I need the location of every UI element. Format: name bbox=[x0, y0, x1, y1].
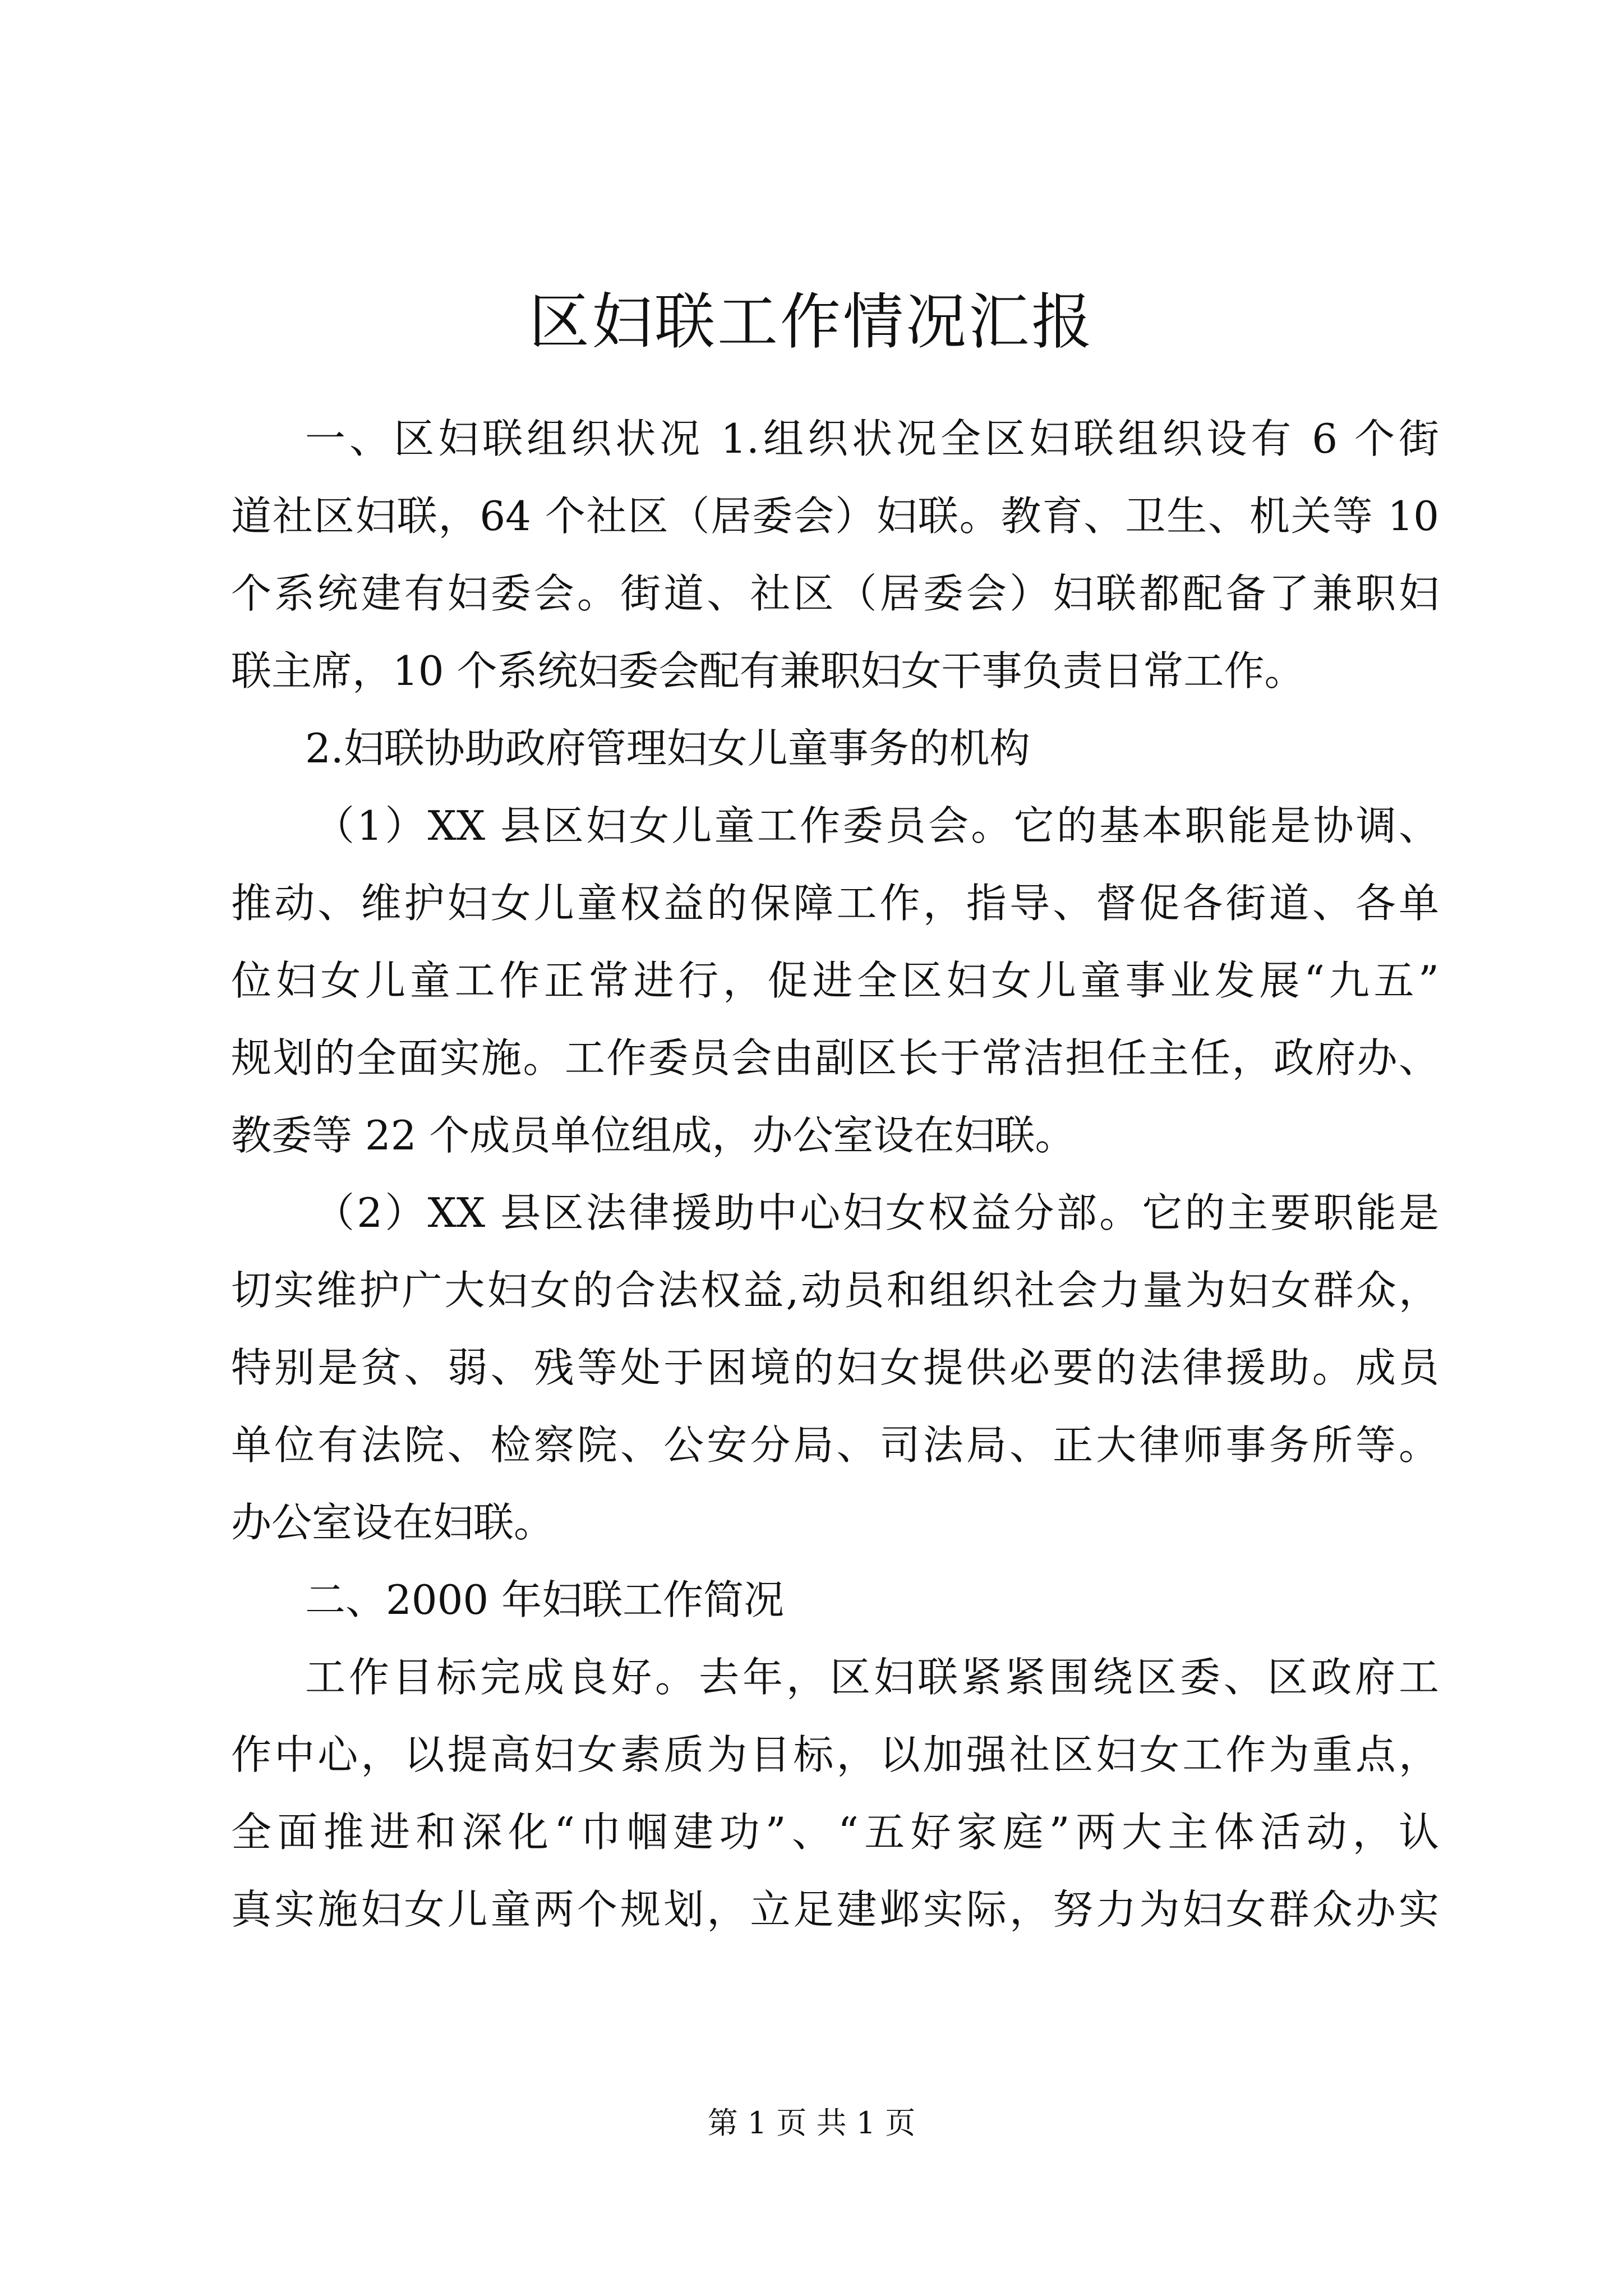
paragraph-1-line-1: 一、区妇联组织状况 1.组织状况全区妇联组织设有 6 个街 bbox=[305, 415, 1439, 462]
page-footer: 第 1 页 共 1 页 bbox=[707, 2105, 916, 2141]
paragraph-3-line-3: 位妇女儿童工作正常进行，促进全区妇女儿童事业发展“九五” bbox=[231, 957, 1439, 1004]
paragraph-3-line-4: 规划的全面实施。工作委员会由副区长于常洁担任主任，政府办、 bbox=[231, 1034, 1439, 1082]
paragraph-5-line-2: 作中心，以提高妇女素质为目标，以加强社区妇女工作为重点， bbox=[231, 1731, 1439, 1778]
page-title: 区妇联工作情况汇报 bbox=[528, 287, 1094, 357]
paragraph-4-line-1: （2）XX 县区法律援助中心妇女权益分部。它的主要职能是 bbox=[314, 1189, 1439, 1236]
paragraph-3-line-2: 推动、维护妇女儿童权益的保障工作，指导、督促各街道、各单 bbox=[231, 880, 1439, 927]
paragraph-1-line-3: 个系统建有妇委会。街道、社区（居委会）妇联都配备了兼职妇 bbox=[231, 570, 1439, 617]
paragraph-4-line-2: 切实维护广大妇女的合法权益,动员和组织社会力量为妇女群众， bbox=[231, 1267, 1439, 1314]
paragraph-1-line-4: 联主席，10 个系统妇委会配有兼职妇女干事负责日常工作。 bbox=[231, 647, 1305, 694]
paragraph-5-line-3: 全面推进和深化“巾帼建功”、“五好家庭”两大主体活动，认 bbox=[231, 1809, 1439, 1856]
section-heading-2: 二、2000 年妇联工作简况 bbox=[305, 1576, 785, 1623]
paragraph-3-line-1: （1）XX 县区妇女儿童工作委员会。它的基本职能是协调、 bbox=[314, 802, 1439, 849]
paragraph-1-line-2: 道社区妇联，64 个社区（居委会）妇联。教育、卫生、机关等 10 bbox=[231, 493, 1439, 540]
paragraph-5-line-4: 真实施妇女儿童两个规划，立足建邺实际，努力为妇女群众办实 bbox=[231, 1886, 1439, 1933]
paragraph-4-line-4: 单位有法院、检察院、公安分局、司法局、正大律师事务所等。 bbox=[231, 1421, 1439, 1469]
paragraph-3-line-5: 教委等 22 个成员单位组成，办公室设在妇联。 bbox=[231, 1112, 1076, 1159]
paragraph-2-line-1: 2.妇联协助政府管理妇女儿童事务的机构 bbox=[305, 725, 1030, 772]
paragraph-4-line-3: 特别是贫、弱、残等处于困境的妇女提供必要的法律援助。成员 bbox=[231, 1344, 1439, 1391]
paragraph-5-line-1: 工作目标完成良好。去年，区妇联紧紧围绕区委、区政府工 bbox=[305, 1654, 1439, 1701]
paragraph-4-line-5: 办公室设在妇联。 bbox=[231, 1499, 555, 1546]
